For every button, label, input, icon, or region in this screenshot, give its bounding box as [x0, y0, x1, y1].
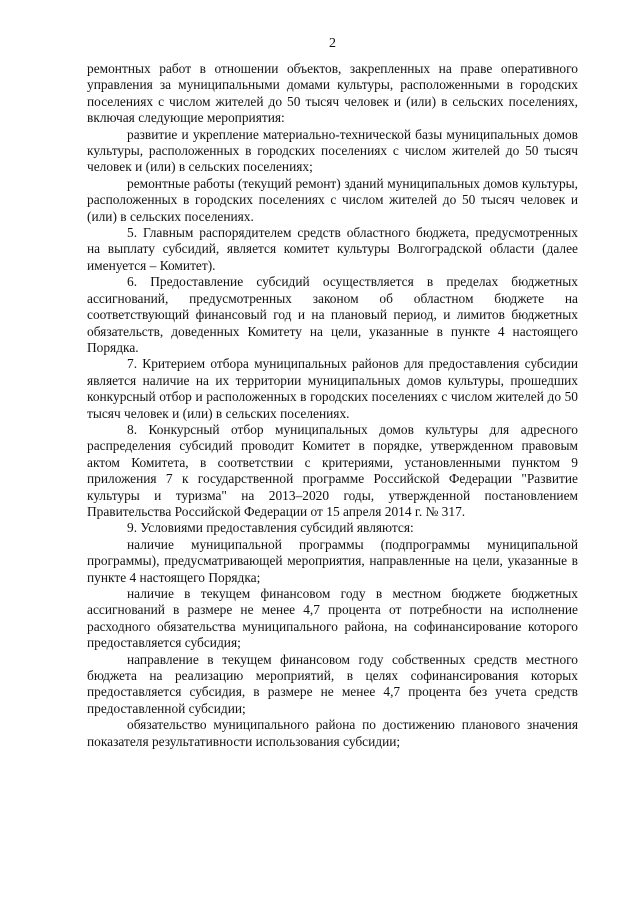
paragraph-item-7: 7. Критерием отбора муниципальных районов для предоставления субсидии является наличие на их территории муниципальных домов культуры, прошедших конкурсный отбор и расположенных в городских поселениях с числом жителей до 50 тысяч человек и (или) в сельских поселениях.: [87, 356, 578, 421]
paragraph-measure-material-base: развитие и укрепление материально-технической базы муниципальных домов культуры, расположенных в городских поселениях с числом жителей до 50 тысяч человек и (или) в сельских поселениях;: [87, 126, 578, 175]
page-number: 2: [329, 36, 336, 51]
paragraph-item-9: 9. Условиями предоставления субсидий являются:: [127, 520, 414, 536]
paragraph-condition-program: наличие муниципальной программы (подпрограммы муниципальной программы), предусматривающей мероприятия, направленные на цели, указанные в пункте 4 настоящего Порядка;: [87, 536, 578, 585]
paragraph-measure-repair-works: ремонтные работы (текущий ремонт) зданий муниципальных домов культуры, расположенных в городских поселениях с числом жителей до 50 тысяч человек и (или) в сельских поселениях.: [87, 175, 578, 224]
paragraph-intro-continuation: ремонтных работ в отношении объектов, закрепленных на праве оперативного управления за муниципальными домами культуры, расположенными в городских поселениях с числом жителей до 50 тысяч человек и (или) в сельских поселениях, включая следующие мероприятия:: [87, 61, 578, 126]
paragraph-condition-budget-allocations: наличие в текущем финансовом году в местном бюджете бюджетных ассигнований в размере не менее 4,7 процента от потребности на исполнение расходного обязательства муниципального района, на софинансирование которого предоставляется субсидия;: [87, 586, 578, 651]
document-body: [87, 61, 578, 750]
paragraph-item-6: 6. Предоставление субсидий осуществляется в пределах бюджетных ассигнований, предусмотренных законом об областном бюджете на соответствующий финансовый год и на плановый период, и лимитов бюджетных обязательств, доведенных Комитету на цели, указанные в пункте 4 настоящего Порядка.: [87, 274, 578, 355]
paragraph-condition-own-funds: направление в текущем финансовом году собственных средств местного бюджета на реализацию мероприятий, в целях софинансирования которых предоставляется субсидия, в размере не менее 4,7 процента без учета средств предоставленной субсидии;: [87, 651, 578, 716]
paragraph-condition-performance-indicator: обязательство муниципального района по достижению планового значения показателя результативности использования субсидии;: [87, 717, 578, 749]
paragraph-item-8: 8. Конкурсный отбор муниципальных домов культуры для адресного распределения субсидий проводит Комитет в порядке, утвержденном правовым актом Комитета, в соответствии с критериями, установленными пунктом 9 приложения 7 к государственной программе Российской Федерации "Развитие культуры и туризма" на 2013–2020 годы, утвержденной постановлением Правительства Российской Федерации от 15 апреля 2014 г. № 317.: [87, 421, 578, 519]
paragraph-item-5: 5. Главным распорядителем средств областного бюджета, предусмотренных на выплату субсидий, является комитет культуры Волгоградской области (далее именуется – Комитет).: [87, 225, 578, 273]
